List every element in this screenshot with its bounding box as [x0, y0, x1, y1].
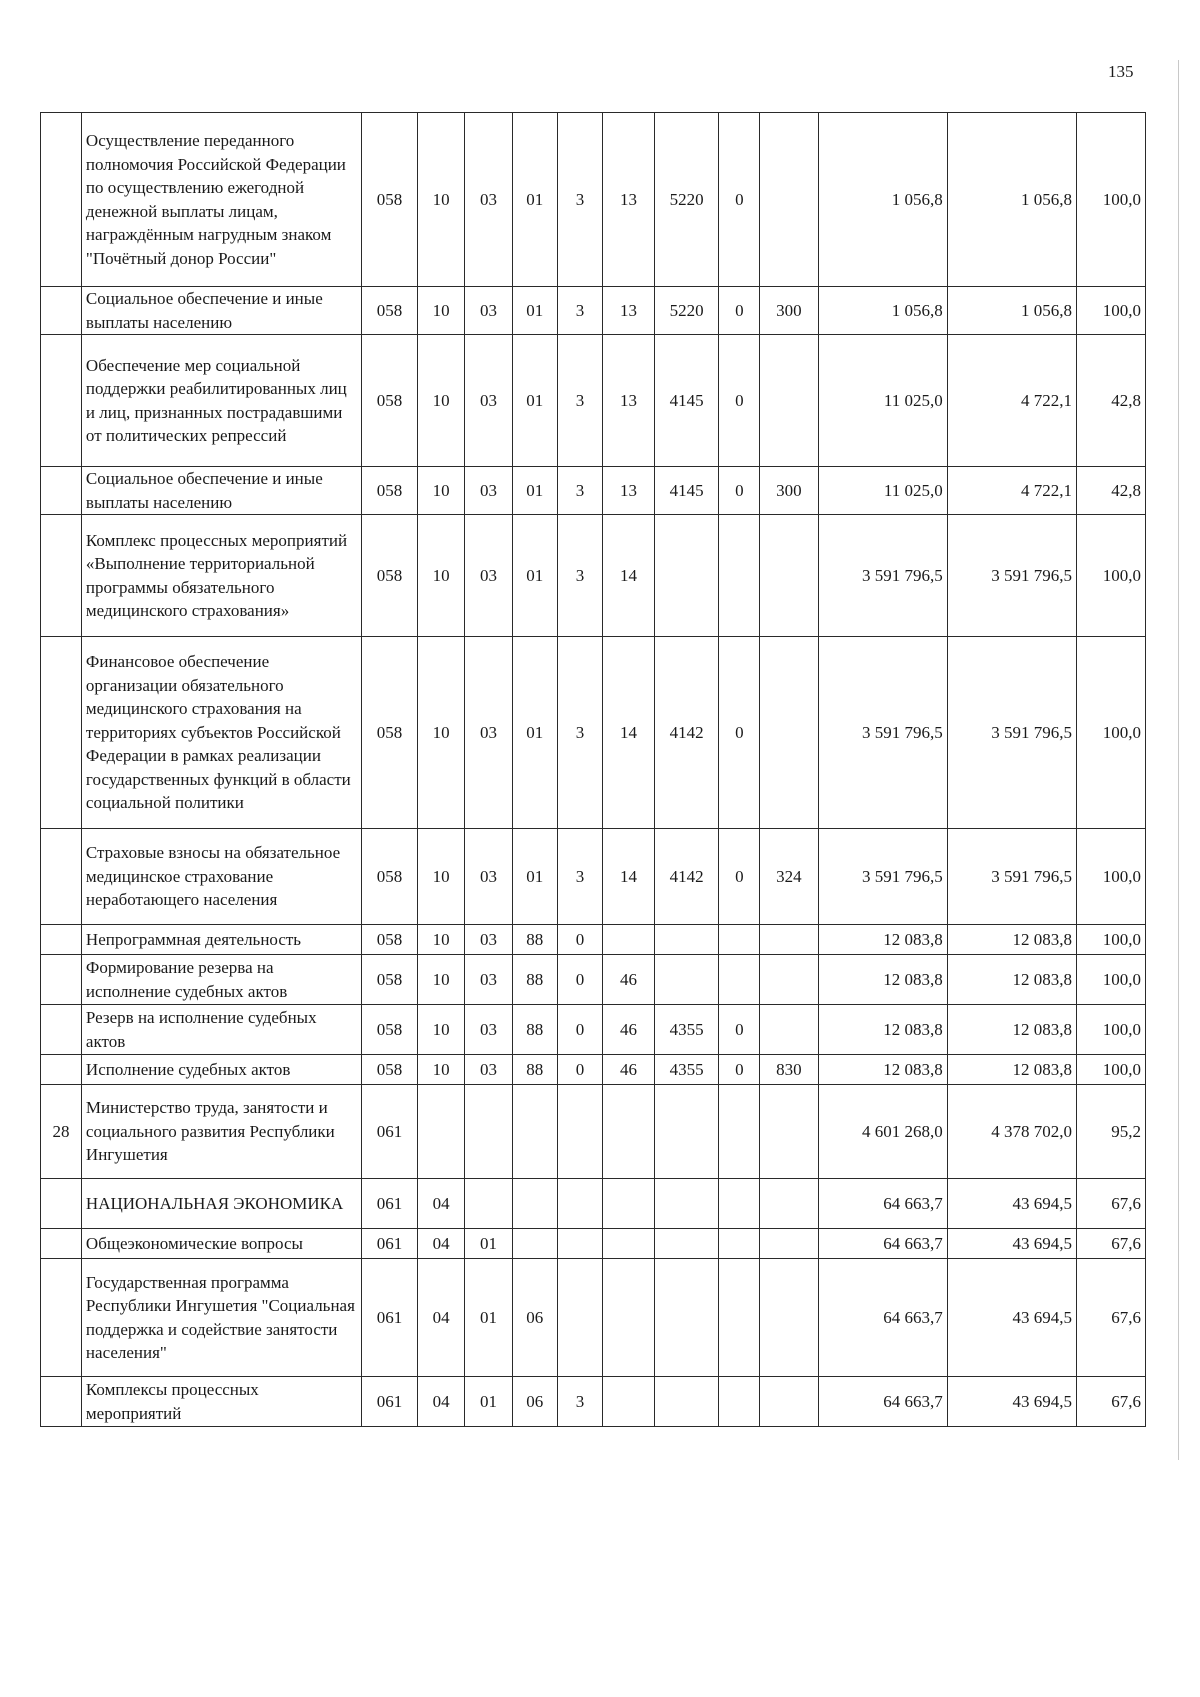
code-expense-type-cell — [760, 1377, 818, 1427]
code-extra-cell: 0 — [719, 287, 760, 335]
code-extra-cell — [719, 1229, 760, 1259]
code-section-cell: 10 — [417, 1055, 464, 1085]
table-row — [41, 1005, 1146, 1055]
execution-percent-cell: 67,6 — [1076, 1259, 1145, 1377]
code-grbs-cell: 061 — [361, 1259, 417, 1377]
code-direction-cell — [654, 1179, 719, 1229]
executed-amount-cell: 43 694,5 — [947, 1377, 1076, 1427]
executed-amount-cell: 4 378 702,0 — [947, 1085, 1076, 1179]
code-subsection-cell: 01 — [465, 1259, 512, 1377]
code-direction-cell: 4355 — [654, 1055, 719, 1085]
code-expense-type-cell: 300 — [760, 467, 818, 515]
code-event-cell: 46 — [603, 1005, 655, 1055]
code-subsection-cell — [465, 1085, 512, 1179]
code-subprogram-cell: 3 — [557, 113, 602, 287]
code-event-cell: 14 — [603, 829, 655, 925]
code-direction-cell — [654, 1259, 719, 1377]
code-event-cell: 13 — [603, 287, 655, 335]
executed-amount-cell: 43 694,5 — [947, 1259, 1076, 1377]
code-subsection-cell: 03 — [465, 955, 512, 1005]
planned-amount-cell: 3 591 796,5 — [818, 515, 947, 637]
code-subprogram-cell: 3 — [557, 1377, 602, 1427]
row-number-cell — [41, 1229, 82, 1259]
table-row — [41, 335, 1146, 467]
row-number-cell — [41, 287, 82, 335]
row-number-cell — [41, 925, 82, 955]
code-section-cell: 10 — [417, 925, 464, 955]
code-program-cell: 88 — [512, 925, 557, 955]
code-subprogram-cell: 3 — [557, 515, 602, 637]
budget-execution-table — [40, 112, 1146, 1427]
code-section-cell: 10 — [417, 515, 464, 637]
table-row — [41, 1085, 1146, 1179]
execution-percent-cell: 67,6 — [1076, 1179, 1145, 1229]
item-name-cell: Финансовое обеспечение организации обязательного медицинского страхования на территориях субъектов Российской Федерации в рамках реализации государственных функций в области социальной политики — [81, 637, 361, 829]
code-section-cell: 04 — [417, 1259, 464, 1377]
row-number-cell — [41, 1055, 82, 1085]
code-extra-cell — [719, 955, 760, 1005]
executed-amount-cell: 12 083,8 — [947, 1005, 1076, 1055]
executed-amount-cell: 1 056,8 — [947, 287, 1076, 335]
code-grbs-cell: 058 — [361, 467, 417, 515]
execution-percent-cell: 100,0 — [1076, 925, 1145, 955]
table-row — [41, 955, 1146, 1005]
code-direction-cell — [654, 925, 719, 955]
row-number-cell — [41, 1005, 82, 1055]
planned-amount-cell: 12 083,8 — [818, 925, 947, 955]
code-program-cell — [512, 1179, 557, 1229]
planned-amount-cell: 11 025,0 — [818, 467, 947, 515]
execution-percent-cell: 100,0 — [1076, 955, 1145, 1005]
code-section-cell: 10 — [417, 287, 464, 335]
code-program-cell — [512, 1085, 557, 1179]
code-event-cell — [603, 1259, 655, 1377]
executed-amount-cell: 3 591 796,5 — [947, 637, 1076, 829]
code-grbs-cell: 058 — [361, 515, 417, 637]
code-subsection-cell: 03 — [465, 1055, 512, 1085]
code-section-cell: 10 — [417, 467, 464, 515]
row-number-cell — [41, 1259, 82, 1377]
execution-percent-cell: 42,8 — [1076, 335, 1145, 467]
execution-percent-cell: 100,0 — [1076, 637, 1145, 829]
code-subsection-cell: 03 — [465, 467, 512, 515]
code-grbs-cell: 061 — [361, 1179, 417, 1229]
item-name-cell: Социальное обеспечение и иные выплаты населению — [81, 467, 361, 515]
execution-percent-cell: 67,6 — [1076, 1229, 1145, 1259]
row-number-cell — [41, 515, 82, 637]
code-extra-cell: 0 — [719, 335, 760, 467]
code-section-cell: 04 — [417, 1377, 464, 1427]
margin-line — [1178, 60, 1179, 1460]
code-expense-type-cell — [760, 1179, 818, 1229]
execution-percent-cell: 67,6 — [1076, 1377, 1145, 1427]
row-number-cell — [41, 955, 82, 1005]
executed-amount-cell: 12 083,8 — [947, 955, 1076, 1005]
execution-percent-cell: 100,0 — [1076, 1055, 1145, 1085]
code-extra-cell — [719, 1085, 760, 1179]
page-number: 135 — [1108, 62, 1134, 81]
code-direction-cell: 4142 — [654, 829, 719, 925]
code-event-cell: 46 — [603, 955, 655, 1005]
code-program-cell: 01 — [512, 113, 557, 287]
code-extra-cell: 0 — [719, 637, 760, 829]
code-program-cell: 01 — [512, 515, 557, 637]
code-subsection-cell: 03 — [465, 287, 512, 335]
execution-percent-cell: 100,0 — [1076, 515, 1145, 637]
code-extra-cell — [719, 515, 760, 637]
code-subprogram-cell: 3 — [557, 335, 602, 467]
code-direction-cell — [654, 515, 719, 637]
executed-amount-cell: 1 056,8 — [947, 113, 1076, 287]
executed-amount-cell: 43 694,5 — [947, 1179, 1076, 1229]
planned-amount-cell: 1 056,8 — [818, 287, 947, 335]
code-subsection-cell: 03 — [465, 1005, 512, 1055]
code-subsection-cell: 03 — [465, 515, 512, 637]
code-grbs-cell: 058 — [361, 1005, 417, 1055]
code-direction-cell: 5220 — [654, 287, 719, 335]
code-subprogram-cell: 3 — [557, 637, 602, 829]
planned-amount-cell: 4 601 268,0 — [818, 1085, 947, 1179]
item-name-cell: Резерв на исполнение судебных актов — [81, 1005, 361, 1055]
code-grbs-cell: 058 — [361, 925, 417, 955]
code-direction-cell — [654, 1377, 719, 1427]
code-grbs-cell: 058 — [361, 829, 417, 925]
planned-amount-cell: 12 083,8 — [818, 1055, 947, 1085]
code-direction-cell — [654, 1229, 719, 1259]
table-row — [41, 467, 1146, 515]
code-event-cell — [603, 925, 655, 955]
code-program-cell: 01 — [512, 335, 557, 467]
execution-percent-cell: 100,0 — [1076, 1005, 1145, 1055]
item-name-cell: Страховые взносы на обязательное медицинское страхование неработающего населения — [81, 829, 361, 925]
table-row — [41, 113, 1146, 287]
code-section-cell — [417, 1085, 464, 1179]
code-direction-cell — [654, 1085, 719, 1179]
code-direction-cell: 4145 — [654, 467, 719, 515]
execution-percent-cell: 95,2 — [1076, 1085, 1145, 1179]
code-section-cell: 10 — [417, 335, 464, 467]
code-extra-cell: 0 — [719, 1005, 760, 1055]
code-subsection-cell: 01 — [465, 1377, 512, 1427]
executed-amount-cell: 3 591 796,5 — [947, 515, 1076, 637]
planned-amount-cell: 64 663,7 — [818, 1259, 947, 1377]
code-expense-type-cell: 300 — [760, 287, 818, 335]
code-program-cell: 06 — [512, 1377, 557, 1427]
code-extra-cell: 0 — [719, 113, 760, 287]
code-program-cell: 88 — [512, 1055, 557, 1085]
code-subprogram-cell: 3 — [557, 829, 602, 925]
code-program-cell: 88 — [512, 955, 557, 1005]
row-number-cell — [41, 1179, 82, 1229]
code-grbs-cell: 058 — [361, 335, 417, 467]
execution-percent-cell: 100,0 — [1076, 113, 1145, 287]
planned-amount-cell: 64 663,7 — [818, 1179, 947, 1229]
planned-amount-cell: 1 056,8 — [818, 113, 947, 287]
code-extra-cell: 0 — [719, 467, 760, 515]
planned-amount-cell: 3 591 796,5 — [818, 637, 947, 829]
executed-amount-cell: 4 722,1 — [947, 335, 1076, 467]
code-section-cell: 10 — [417, 637, 464, 829]
code-expense-type-cell: 830 — [760, 1055, 818, 1085]
item-name-cell: Общеэкономические вопросы — [81, 1229, 361, 1259]
code-subprogram-cell — [557, 1229, 602, 1259]
row-number-cell — [41, 335, 82, 467]
code-program-cell: 06 — [512, 1259, 557, 1377]
code-grbs-cell: 061 — [361, 1229, 417, 1259]
code-grbs-cell: 058 — [361, 287, 417, 335]
code-grbs-cell: 061 — [361, 1085, 417, 1179]
code-expense-type-cell — [760, 1259, 818, 1377]
code-subprogram-cell: 0 — [557, 925, 602, 955]
row-number-cell — [41, 467, 82, 515]
code-expense-type-cell — [760, 515, 818, 637]
code-subprogram-cell: 0 — [557, 1055, 602, 1085]
row-number-cell — [41, 1377, 82, 1427]
code-expense-type-cell: 324 — [760, 829, 818, 925]
code-event-cell — [603, 1085, 655, 1179]
code-expense-type-cell — [760, 1085, 818, 1179]
planned-amount-cell: 64 663,7 — [818, 1377, 947, 1427]
execution-percent-cell: 100,0 — [1076, 829, 1145, 925]
item-name-cell: Непрограммная деятельность — [81, 925, 361, 955]
code-grbs-cell: 058 — [361, 1055, 417, 1085]
code-direction-cell: 5220 — [654, 113, 719, 287]
code-extra-cell — [719, 1179, 760, 1229]
table-row — [41, 287, 1146, 335]
item-name-cell: Осуществление переданного полномочия Российской Федерации по осуществлению ежегодной денежной выплаты лицам, награждённым нагрудным знаком "Почётный донор России" — [81, 113, 361, 287]
code-program-cell: 01 — [512, 829, 557, 925]
code-subprogram-cell: 0 — [557, 1005, 602, 1055]
code-subprogram-cell — [557, 1085, 602, 1179]
code-direction-cell: 4355 — [654, 1005, 719, 1055]
code-subsection-cell: 03 — [465, 335, 512, 467]
code-section-cell: 04 — [417, 1229, 464, 1259]
table-row — [41, 925, 1146, 955]
code-event-cell: 14 — [603, 637, 655, 829]
planned-amount-cell: 64 663,7 — [818, 1229, 947, 1259]
code-grbs-cell: 058 — [361, 955, 417, 1005]
table-row — [41, 1179, 1146, 1229]
code-subsection-cell — [465, 1179, 512, 1229]
code-subprogram-cell: 3 — [557, 287, 602, 335]
item-name-cell: Комплекс процессных мероприятий «Выполнение территориальной программы обязательного медицинского страхования» — [81, 515, 361, 637]
code-subsection-cell: 03 — [465, 925, 512, 955]
code-program-cell: 01 — [512, 467, 557, 515]
item-name-cell: Формирование резерва на исполнение судебных актов — [81, 955, 361, 1005]
row-number-cell — [41, 113, 82, 287]
code-direction-cell: 4142 — [654, 637, 719, 829]
item-name-cell: НАЦИОНАЛЬНАЯ ЭКОНОМИКА — [81, 1179, 361, 1229]
code-program-cell — [512, 1229, 557, 1259]
code-event-cell — [603, 1179, 655, 1229]
item-name-cell: Государственная программа Республики Ингушетия "Социальная поддержка и содействие занятости населения" — [81, 1259, 361, 1377]
code-event-cell: 13 — [603, 335, 655, 467]
code-section-cell: 10 — [417, 113, 464, 287]
executed-amount-cell: 4 722,1 — [947, 467, 1076, 515]
code-expense-type-cell — [760, 637, 818, 829]
code-subprogram-cell — [557, 1259, 602, 1377]
code-subsection-cell: 03 — [465, 829, 512, 925]
code-event-cell: 14 — [603, 515, 655, 637]
code-expense-type-cell — [760, 335, 818, 467]
code-event-cell — [603, 1377, 655, 1427]
code-grbs-cell: 058 — [361, 113, 417, 287]
code-subsection-cell: 03 — [465, 113, 512, 287]
code-expense-type-cell — [760, 113, 818, 287]
code-subprogram-cell: 3 — [557, 467, 602, 515]
table-row — [41, 1259, 1146, 1377]
code-direction-cell: 4145 — [654, 335, 719, 467]
item-name-cell: Обеспечение мер социальной поддержки реабилитированных лиц и лиц, признанных пострадавшими от политических репрессий — [81, 335, 361, 467]
planned-amount-cell: 12 083,8 — [818, 1005, 947, 1055]
code-extra-cell — [719, 925, 760, 955]
code-subsection-cell: 03 — [465, 637, 512, 829]
table-row — [41, 829, 1146, 925]
code-event-cell — [603, 1229, 655, 1259]
row-number-cell — [41, 829, 82, 925]
code-program-cell: 88 — [512, 1005, 557, 1055]
execution-percent-cell: 100,0 — [1076, 287, 1145, 335]
row-number-cell — [41, 637, 82, 829]
code-subsection-cell: 01 — [465, 1229, 512, 1259]
execution-percent-cell: 42,8 — [1076, 467, 1145, 515]
code-event-cell: 13 — [603, 467, 655, 515]
code-extra-cell — [719, 1377, 760, 1427]
table-row — [41, 1055, 1146, 1085]
code-program-cell: 01 — [512, 637, 557, 829]
code-subprogram-cell: 0 — [557, 955, 602, 1005]
code-grbs-cell: 058 — [361, 637, 417, 829]
code-extra-cell: 0 — [719, 1055, 760, 1085]
code-event-cell: 13 — [603, 113, 655, 287]
code-extra-cell: 0 — [719, 829, 760, 925]
planned-amount-cell: 3 591 796,5 — [818, 829, 947, 925]
item-name-cell: Комплексы процессных мероприятий — [81, 1377, 361, 1427]
executed-amount-cell: 12 083,8 — [947, 925, 1076, 955]
code-section-cell: 10 — [417, 829, 464, 925]
planned-amount-cell: 12 083,8 — [818, 955, 947, 1005]
code-subprogram-cell — [557, 1179, 602, 1229]
table-row — [41, 515, 1146, 637]
table-row — [41, 1377, 1146, 1427]
item-name-cell: Социальное обеспечение и иные выплаты населению — [81, 287, 361, 335]
code-expense-type-cell — [760, 955, 818, 1005]
item-name-cell: Исполнение судебных актов — [81, 1055, 361, 1085]
code-section-cell: 04 — [417, 1179, 464, 1229]
executed-amount-cell: 43 694,5 — [947, 1229, 1076, 1259]
code-expense-type-cell — [760, 925, 818, 955]
code-extra-cell — [719, 1259, 760, 1377]
item-name-cell: Министерство труда, занятости и социального развития Республики Ингушетия — [81, 1085, 361, 1179]
table-row — [41, 1229, 1146, 1259]
planned-amount-cell: 11 025,0 — [818, 335, 947, 467]
code-expense-type-cell — [760, 1005, 818, 1055]
executed-amount-cell: 3 591 796,5 — [947, 829, 1076, 925]
row-number-cell: 28 — [41, 1085, 82, 1179]
code-section-cell: 10 — [417, 955, 464, 1005]
code-program-cell: 01 — [512, 287, 557, 335]
code-grbs-cell: 061 — [361, 1377, 417, 1427]
executed-amount-cell: 12 083,8 — [947, 1055, 1076, 1085]
code-direction-cell — [654, 955, 719, 1005]
table-row — [41, 637, 1146, 829]
code-event-cell: 46 — [603, 1055, 655, 1085]
code-section-cell: 10 — [417, 1005, 464, 1055]
code-expense-type-cell — [760, 1229, 818, 1259]
